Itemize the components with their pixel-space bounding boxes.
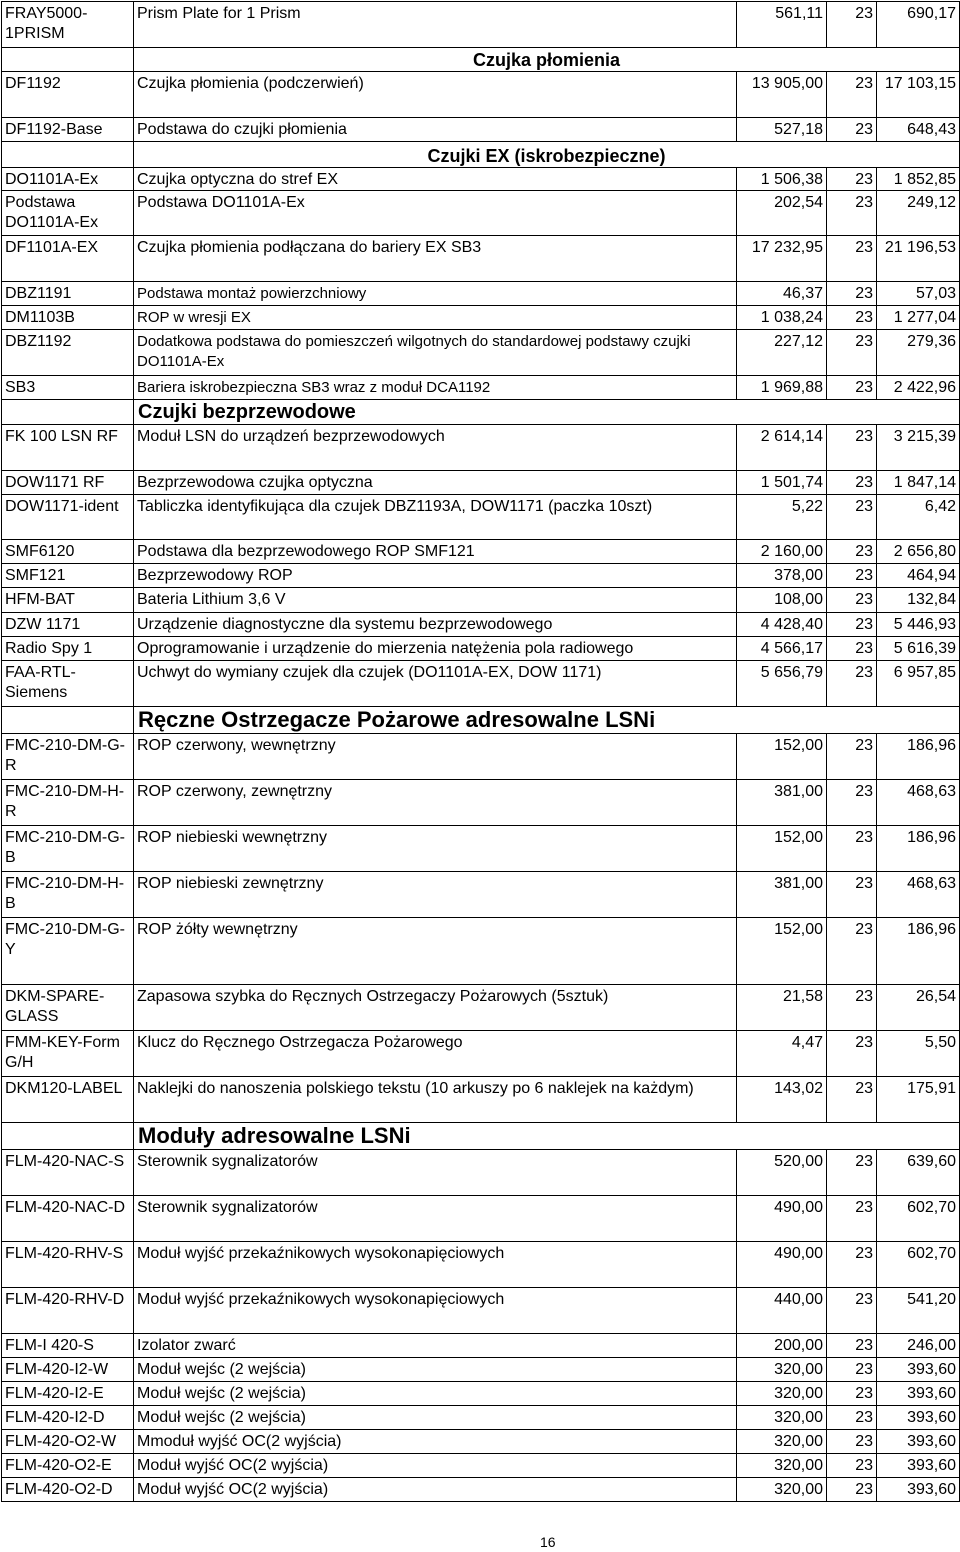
- net-price-cell: 5,22: [737, 495, 827, 540]
- product-code-cell: SMF121: [2, 564, 134, 588]
- product-description-cell: Moduł wyjść OC(2 wyjścia): [134, 1478, 737, 1502]
- product-row: [2, 282, 960, 306]
- vat-rate-cell: 23: [827, 1196, 877, 1242]
- gross-price-cell: 21 196,53: [877, 236, 960, 282]
- product-description-cell: Podstawa dla bezprzewodowego ROP SMF121: [134, 540, 737, 564]
- gross-price-cell: 279,36: [877, 330, 960, 376]
- net-price-cell: 320,00: [737, 1358, 827, 1382]
- category-header-row: [2, 707, 960, 734]
- vat-rate-cell: 23: [827, 540, 877, 564]
- product-description-cell: ROP niebieski wewnętrzny: [134, 826, 737, 872]
- net-price-cell: 13 905,00: [737, 72, 827, 118]
- product-code-cell: DBZ1192: [2, 330, 134, 376]
- gross-price-cell: 602,70: [877, 1196, 960, 1242]
- vat-rate-cell: 23: [827, 471, 877, 495]
- vat-rate-cell: 23: [827, 330, 877, 376]
- vat-rate-cell: 23: [827, 985, 877, 1031]
- product-code-cell: FLM-I 420-S: [2, 1334, 134, 1358]
- net-price-cell: 5 656,79: [737, 661, 827, 707]
- net-price-cell: 381,00: [737, 872, 827, 918]
- product-description-cell: Bezprzewodowy ROP: [134, 564, 737, 588]
- vat-rate-cell: 23: [827, 1430, 877, 1454]
- category-header-row: [2, 142, 960, 168]
- category-spacer-cell: [2, 707, 134, 734]
- product-description-cell: Tabliczka identyfikująca dla czujek DBZ1193A, DOW1171 (paczka 10szt): [134, 495, 737, 540]
- product-row: [2, 2, 960, 48]
- product-description-cell: ROP w wresji EX: [134, 306, 737, 330]
- net-price-cell: 320,00: [737, 1454, 827, 1478]
- category-title: Czujki bezprzewodowe: [134, 400, 960, 425]
- vat-rate-cell: 23: [827, 376, 877, 400]
- gross-price-cell: 1 277,04: [877, 306, 960, 330]
- net-price-cell: 440,00: [737, 1288, 827, 1334]
- product-code-cell: FLM-420-RHV-D: [2, 1288, 134, 1334]
- product-description-cell: Bezprzewodowa czujka optyczna: [134, 471, 737, 495]
- net-price-cell: 1 969,88: [737, 376, 827, 400]
- vat-rate-cell: 23: [827, 1242, 877, 1288]
- product-description-cell: Urządzenie diagnostyczne dla systemu bezprzewodowego: [134, 613, 737, 637]
- product-row: [2, 826, 960, 872]
- category-spacer-cell: [2, 400, 134, 425]
- product-row: [2, 1031, 960, 1077]
- vat-rate-cell: 23: [827, 2, 877, 48]
- product-description-cell: Oprogramowanie i urządzenie do mierzenia natężenia pola radiowego: [134, 637, 737, 661]
- gross-price-cell: 132,84: [877, 588, 960, 613]
- product-code-cell: FLM-420-I2-D: [2, 1406, 134, 1430]
- net-price-cell: 21,58: [737, 985, 827, 1031]
- product-row: [2, 661, 960, 707]
- product-description-cell: Podstawa do czujki płomienia: [134, 118, 737, 142]
- net-price-cell: 143,02: [737, 1077, 827, 1123]
- category-spacer-cell: [2, 142, 134, 168]
- gross-price-cell: 6 957,85: [877, 661, 960, 707]
- product-code-cell: DF1192-Base: [2, 118, 134, 142]
- product-code-cell: DF1101A-EX: [2, 236, 134, 282]
- product-description-cell: Podstawa DO1101A-Ex: [134, 191, 737, 236]
- net-price-cell: 320,00: [737, 1478, 827, 1502]
- product-row: [2, 118, 960, 142]
- product-row: [2, 918, 960, 985]
- net-price-cell: 490,00: [737, 1242, 827, 1288]
- gross-price-cell: 648,43: [877, 118, 960, 142]
- product-row: [2, 613, 960, 637]
- product-description-cell: Zapasowa szybka do Ręcznych Ostrzegaczy Pożarowych (5sztuk): [134, 985, 737, 1031]
- net-price-cell: 152,00: [737, 826, 827, 872]
- category-header-row: [2, 400, 960, 425]
- product-row: [2, 236, 960, 282]
- vat-rate-cell: 23: [827, 191, 877, 236]
- product-row: [2, 495, 960, 540]
- product-description-cell: Moduł wejśc (2 wejścia): [134, 1382, 737, 1406]
- product-description-cell: Moduł wyjść OC(2 wyjścia): [134, 1454, 737, 1478]
- gross-price-cell: 186,96: [877, 826, 960, 872]
- product-code-cell: FMC-210-DM-H-R: [2, 780, 134, 826]
- product-code-cell: FLM-420-RHV-S: [2, 1242, 134, 1288]
- vat-rate-cell: 23: [827, 613, 877, 637]
- product-code-cell: FMC-210-DM-H-B: [2, 872, 134, 918]
- product-description-cell: Klucz do Ręcznego Ostrzegacza Pożarowego: [134, 1031, 737, 1077]
- gross-price-cell: 468,63: [877, 780, 960, 826]
- net-price-cell: 4 428,40: [737, 613, 827, 637]
- net-price-cell: 1 038,24: [737, 306, 827, 330]
- product-code-cell: DF1192: [2, 72, 134, 118]
- product-code-cell: SB3: [2, 376, 134, 400]
- vat-rate-cell: 23: [827, 780, 877, 826]
- product-description-cell: ROP żółty wewnętrzny: [134, 918, 737, 985]
- gross-price-cell: 1 852,85: [877, 168, 960, 191]
- category-title: Ręczne Ostrzegacze Pożarowe adresowalne LSNi: [134, 707, 960, 734]
- product-row: [2, 985, 960, 1031]
- product-row: [2, 540, 960, 564]
- category-header-row: [2, 1123, 960, 1150]
- product-row: [2, 1454, 960, 1478]
- net-price-cell: 561,11: [737, 2, 827, 48]
- product-description-cell: Prism Plate for 1 Prism: [134, 2, 737, 48]
- category-title: Czujka płomienia: [134, 48, 960, 72]
- product-description-cell: Sterownik sygnalizatorów: [134, 1150, 737, 1196]
- product-row: [2, 872, 960, 918]
- gross-price-cell: 3 215,39: [877, 425, 960, 471]
- product-code-cell: FAA-RTL-Siemens: [2, 661, 134, 707]
- price-table-body: [2, 2, 960, 1502]
- product-description-cell: Bateria Lithium 3,6 V: [134, 588, 737, 613]
- product-description-cell: Czujka płomienia (podczerwień): [134, 72, 737, 118]
- vat-rate-cell: 23: [827, 637, 877, 661]
- product-row: [2, 734, 960, 780]
- vat-rate-cell: 23: [827, 1454, 877, 1478]
- product-row: [2, 780, 960, 826]
- gross-price-cell: 186,96: [877, 734, 960, 780]
- product-row: [2, 1242, 960, 1288]
- vat-rate-cell: 23: [827, 564, 877, 588]
- product-description-cell: Naklejki do nanoszenia polskiego tekstu (10 arkuszy po 6 naklejek na każdym): [134, 1077, 737, 1123]
- product-row: [2, 168, 960, 191]
- product-row: [2, 330, 960, 376]
- product-code-cell: DM1103B: [2, 306, 134, 330]
- net-price-cell: 4 566,17: [737, 637, 827, 661]
- product-code-cell: FMC-210-DM-G-R: [2, 734, 134, 780]
- gross-price-cell: 249,12: [877, 191, 960, 236]
- vat-rate-cell: 23: [827, 282, 877, 306]
- product-row: [2, 376, 960, 400]
- product-description-cell: Moduł wyjść przekaźnikowych wysokonapięciowych: [134, 1288, 737, 1334]
- net-price-cell: 17 232,95: [737, 236, 827, 282]
- vat-rate-cell: 23: [827, 425, 877, 471]
- vat-rate-cell: 23: [827, 1077, 877, 1123]
- product-code-cell: FMC-210-DM-G-B: [2, 826, 134, 872]
- vat-rate-cell: 23: [827, 588, 877, 613]
- vat-rate-cell: 23: [827, 1150, 877, 1196]
- product-code-cell: DZW 1171: [2, 613, 134, 637]
- product-code-cell: DBZ1191: [2, 282, 134, 306]
- product-description-cell: Izolator zwarć: [134, 1334, 737, 1358]
- category-title: Czujki EX (iskrobezpieczne): [134, 142, 960, 168]
- vat-rate-cell: 23: [827, 306, 877, 330]
- net-price-cell: 381,00: [737, 780, 827, 826]
- net-price-cell: 2 160,00: [737, 540, 827, 564]
- product-row: [2, 191, 960, 236]
- vat-rate-cell: 23: [827, 826, 877, 872]
- gross-price-cell: 2 656,80: [877, 540, 960, 564]
- gross-price-cell: 5,50: [877, 1031, 960, 1077]
- product-description-cell: Moduł wyjść przekaźnikowych wysokonapięciowych: [134, 1242, 737, 1288]
- product-description-cell: ROP czerwony, zewnętrzny: [134, 780, 737, 826]
- vat-rate-cell: 23: [827, 1031, 877, 1077]
- gross-price-cell: 690,17: [877, 2, 960, 48]
- gross-price-cell: 393,60: [877, 1358, 960, 1382]
- product-code-cell: FLM-420-O2-W: [2, 1430, 134, 1454]
- gross-price-cell: 6,42: [877, 495, 960, 540]
- product-row: [2, 1334, 960, 1358]
- gross-price-cell: 464,94: [877, 564, 960, 588]
- net-price-cell: 490,00: [737, 1196, 827, 1242]
- product-code-cell: FMM-KEY-Form G/H: [2, 1031, 134, 1077]
- product-row: [2, 1150, 960, 1196]
- gross-price-cell: 186,96: [877, 918, 960, 985]
- gross-price-cell: 541,20: [877, 1288, 960, 1334]
- product-row: [2, 1382, 960, 1406]
- vat-rate-cell: 23: [827, 72, 877, 118]
- page-number: 16: [540, 1534, 556, 1550]
- gross-price-cell: 1 847,14: [877, 471, 960, 495]
- product-row: [2, 1196, 960, 1242]
- gross-price-cell: 639,60: [877, 1150, 960, 1196]
- product-description-cell: Podstawa montaż powierzchniowy: [134, 282, 737, 306]
- product-code-cell: DOW1171-ident: [2, 495, 134, 540]
- gross-price-cell: 602,70: [877, 1242, 960, 1288]
- product-row: [2, 1077, 960, 1123]
- vat-rate-cell: 23: [827, 1382, 877, 1406]
- vat-rate-cell: 23: [827, 236, 877, 282]
- product-description-cell: Sterownik sygnalizatorów: [134, 1196, 737, 1242]
- category-title: Moduły adresowalne LSNi: [134, 1123, 960, 1150]
- product-description-cell: ROP czerwony, wewnętrzny: [134, 734, 737, 780]
- vat-rate-cell: 23: [827, 1358, 877, 1382]
- gross-price-cell: 2 422,96: [877, 376, 960, 400]
- category-header-row: [2, 48, 960, 72]
- vat-rate-cell: 23: [827, 495, 877, 540]
- category-spacer-cell: [2, 48, 134, 72]
- net-price-cell: 46,37: [737, 282, 827, 306]
- product-code-cell: DO1101A-Ex: [2, 168, 134, 191]
- product-description-cell: ROP niebieski zewnętrzny: [134, 872, 737, 918]
- product-code-cell: DOW1171 RF: [2, 471, 134, 495]
- vat-rate-cell: 23: [827, 1478, 877, 1502]
- product-row: [2, 471, 960, 495]
- gross-price-cell: 17 103,15: [877, 72, 960, 118]
- product-code-cell: SMF6120: [2, 540, 134, 564]
- vat-rate-cell: 23: [827, 918, 877, 985]
- product-row: [2, 1288, 960, 1334]
- net-price-cell: 320,00: [737, 1406, 827, 1430]
- gross-price-cell: 246,00: [877, 1334, 960, 1358]
- product-description-cell: Moduł LSN do urządzeń bezprzewodowych: [134, 425, 737, 471]
- product-code-cell: Radio Spy 1: [2, 637, 134, 661]
- product-description-cell: Bariera iskrobezpieczna SB3 wraz z moduł DCA1192: [134, 376, 737, 400]
- product-description-cell: Czujka optyczna do stref EX: [134, 168, 737, 191]
- product-code-cell: FLM-420-O2-D: [2, 1478, 134, 1502]
- vat-rate-cell: 23: [827, 1288, 877, 1334]
- category-spacer-cell: [2, 1123, 134, 1150]
- gross-price-cell: 175,91: [877, 1077, 960, 1123]
- gross-price-cell: 57,03: [877, 282, 960, 306]
- product-code-cell: FLM-420-NAC-D: [2, 1196, 134, 1242]
- net-price-cell: 227,12: [737, 330, 827, 376]
- product-code-cell: FLM-420-I2-W: [2, 1358, 134, 1382]
- gross-price-cell: 26,54: [877, 985, 960, 1031]
- product-row: [2, 588, 960, 613]
- product-code-cell: DKM120-LABEL: [2, 1077, 134, 1123]
- net-price-cell: 2 614,14: [737, 425, 827, 471]
- net-price-cell: 527,18: [737, 118, 827, 142]
- net-price-cell: 200,00: [737, 1334, 827, 1358]
- net-price-cell: 152,00: [737, 918, 827, 985]
- product-code-cell: FLM-420-I2-E: [2, 1382, 134, 1406]
- gross-price-cell: 393,60: [877, 1478, 960, 1502]
- vat-rate-cell: 23: [827, 1334, 877, 1358]
- product-row: [2, 564, 960, 588]
- net-price-cell: 378,00: [737, 564, 827, 588]
- gross-price-cell: 5 616,39: [877, 637, 960, 661]
- vat-rate-cell: 23: [827, 872, 877, 918]
- product-code-cell: Podstawa DO1101A-Ex: [2, 191, 134, 236]
- product-description-cell: Uchwyt do wymiany czujek dla czujek (DO1101A-EX, DOW 1171): [134, 661, 737, 707]
- vat-rate-cell: 23: [827, 168, 877, 191]
- product-description-cell: Mmoduł wyjść OC(2 wyjścia): [134, 1430, 737, 1454]
- net-price-cell: 152,00: [737, 734, 827, 780]
- net-price-cell: 1 501,74: [737, 471, 827, 495]
- product-row: [2, 72, 960, 118]
- price-table: [1, 1, 960, 1502]
- product-row: [2, 1478, 960, 1502]
- gross-price-cell: 393,60: [877, 1406, 960, 1430]
- product-row: [2, 637, 960, 661]
- net-price-cell: 520,00: [737, 1150, 827, 1196]
- product-row: [2, 306, 960, 330]
- net-price-cell: 202,54: [737, 191, 827, 236]
- product-description-cell: Dodatkowa podstawa do pomieszczeń wilgotnych do standardowej podstawy czujki DO1101A-Ex: [134, 330, 737, 376]
- net-price-cell: 1 506,38: [737, 168, 827, 191]
- net-price-cell: 320,00: [737, 1430, 827, 1454]
- product-row: [2, 425, 960, 471]
- net-price-cell: 4,47: [737, 1031, 827, 1077]
- vat-rate-cell: 23: [827, 661, 877, 707]
- vat-rate-cell: 23: [827, 118, 877, 142]
- product-description-cell: Czujka płomienia podłączana do bariery EX SB3: [134, 236, 737, 282]
- net-price-cell: 108,00: [737, 588, 827, 613]
- gross-price-cell: 393,60: [877, 1430, 960, 1454]
- product-code-cell: FLM-420-NAC-S: [2, 1150, 134, 1196]
- product-row: [2, 1406, 960, 1430]
- product-code-cell: HFM-BAT: [2, 588, 134, 613]
- product-code-cell: FLM-420-O2-E: [2, 1454, 134, 1478]
- product-description-cell: Moduł wejśc (2 wejścia): [134, 1406, 737, 1430]
- product-row: [2, 1430, 960, 1454]
- gross-price-cell: 468,63: [877, 872, 960, 918]
- product-code-cell: FMC-210-DM-G-Y: [2, 918, 134, 985]
- product-description-cell: Moduł wejśc (2 wejścia): [134, 1358, 737, 1382]
- vat-rate-cell: 23: [827, 734, 877, 780]
- vat-rate-cell: 23: [827, 1406, 877, 1430]
- gross-price-cell: 393,60: [877, 1382, 960, 1406]
- product-code-cell: FK 100 LSN RF: [2, 425, 134, 471]
- gross-price-cell: 393,60: [877, 1454, 960, 1478]
- gross-price-cell: 5 446,93: [877, 613, 960, 637]
- product-code-cell: FRAY5000-1PRISM: [2, 2, 134, 48]
- product-code-cell: DKM-SPARE-GLASS: [2, 985, 134, 1031]
- product-row: [2, 1358, 960, 1382]
- net-price-cell: 320,00: [737, 1382, 827, 1406]
